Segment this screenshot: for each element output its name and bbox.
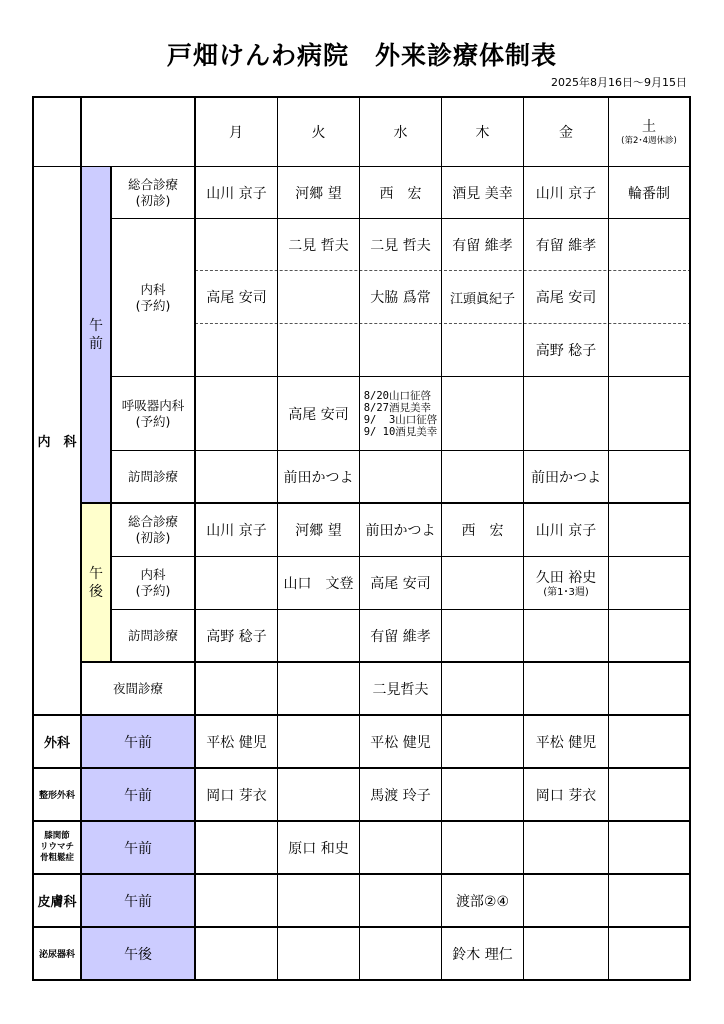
doctor-name: 高尾 安司	[288, 406, 349, 423]
schedule-cell	[442, 875, 523, 926]
grid-line	[32, 979, 691, 981]
doctor-name: 山川 京子	[206, 523, 267, 539]
schedule-cell	[196, 769, 277, 820]
dept-text: 総合診療 (初診)	[127, 514, 178, 545]
schedule-cell	[360, 271, 441, 323]
schedule-cell	[278, 219, 359, 270]
schedule-cell	[278, 167, 359, 218]
am-naika-label	[112, 219, 194, 376]
pm-homon-label	[112, 610, 194, 661]
grid-line	[32, 873, 691, 875]
dept-text: 総合診療 (初診)	[127, 176, 178, 208]
schedule-cell	[524, 219, 608, 270]
header-thu	[442, 97, 523, 166]
doctor-name: 酒見 美幸	[452, 185, 513, 202]
doctor-name: 河郷 望	[295, 185, 342, 202]
schedule-cell	[360, 377, 441, 450]
week-note: (第1･3週)	[543, 587, 589, 598]
doctor-name: 有留 維孝	[370, 628, 431, 645]
schedule-cell	[278, 557, 359, 609]
schedule-cell	[196, 610, 277, 661]
geka-time: 午前	[124, 734, 152, 751]
dept-text: 内科 (予約)	[135, 567, 171, 598]
geka-text: 外科	[43, 736, 70, 751]
dept-text: 訪問診療	[127, 627, 178, 643]
header-tue	[278, 97, 359, 166]
day-label: 火	[311, 124, 326, 141]
schedule-cell	[360, 557, 441, 609]
schedule-cell	[524, 557, 608, 609]
dept-text: 夜間診療	[112, 680, 163, 696]
naika-label	[34, 167, 80, 714]
schedule-cell	[360, 504, 441, 556]
doctor-name: 西 宏	[461, 523, 504, 539]
am-homon-label	[112, 451, 194, 502]
dept-text: 内科 (予約)	[135, 281, 171, 313]
doctor-name: 平松 健児	[206, 734, 267, 751]
header-fri	[524, 97, 608, 166]
doctor-name: 有留 維孝	[535, 237, 597, 254]
schedule-cell	[524, 324, 608, 376]
schedule-cell	[360, 716, 441, 767]
doctor-name: 岡口 芽衣	[206, 787, 267, 804]
schedule-cell	[524, 716, 608, 767]
doctor-name: 岡口 芽衣	[535, 787, 597, 804]
schedule-cell	[278, 451, 359, 502]
sat-note: (第2･4週休診)	[621, 136, 677, 146]
grid-line	[689, 96, 691, 981]
doctor-name: 二見 哲夫	[370, 237, 431, 254]
kansetsu-label	[34, 822, 80, 873]
schedule-cell	[360, 663, 441, 714]
geka-time-cell	[81, 715, 195, 768]
doctor-name: 平松 健児	[370, 734, 431, 751]
am-sogo-label	[112, 167, 194, 218]
grid-line	[80, 96, 82, 981]
doctor-name: 大脇 爲常	[370, 290, 431, 306]
day-label: 水	[393, 124, 408, 141]
schedule-cell	[524, 271, 608, 323]
naika-am-band	[81, 167, 111, 503]
doctor-name: 前田かつよ	[531, 469, 601, 486]
schedule-cell	[196, 504, 277, 556]
schedule-cell	[196, 716, 277, 767]
hifu-time: 午前	[124, 893, 152, 910]
doctor-name: 二見哲夫	[372, 681, 429, 698]
schedule-cell	[524, 504, 608, 556]
doctor-name: 馬渡 玲子	[370, 787, 431, 804]
seikei-text: 整形外科	[38, 791, 75, 801]
doctor-name: 山川 京子	[535, 523, 597, 539]
schedule-cell	[196, 271, 277, 323]
schedule-cell	[442, 928, 523, 979]
doctor-name: 二見 哲夫	[288, 237, 349, 254]
schedule-cell	[524, 167, 608, 218]
pm-naika-label	[112, 557, 194, 609]
day-label: 金	[559, 124, 573, 141]
doctor-name: 高尾 安司	[535, 290, 597, 306]
doctor-name: 前田かつよ	[365, 523, 436, 539]
hinyoki-label	[34, 928, 80, 979]
kansetsu-time-cell	[81, 821, 195, 874]
day-label: 木	[475, 124, 490, 141]
dept-text: 訪問診療	[127, 468, 178, 484]
schedule-cell	[442, 167, 523, 218]
rotation-note: 8/20山口征啓 8/27酒見美幸 9/ 3山口征啓 9/ 10酒見美幸	[363, 389, 438, 438]
schedule-cell	[360, 769, 441, 820]
doctor-name: 前田かつよ	[283, 469, 354, 486]
doctor-name: 渡部②④	[455, 893, 510, 910]
period-text: 2025年8月16日～9月15日	[551, 76, 687, 89]
yakan-label	[82, 663, 194, 714]
doctor-name: 高野 稔子	[206, 628, 267, 645]
schedule-cell	[442, 271, 523, 323]
schedule-cell	[278, 822, 359, 873]
hinyoki-time: 午後	[124, 946, 152, 963]
naika-text: 内 科	[37, 435, 77, 450]
schedule-cell	[360, 167, 441, 218]
grid-line	[32, 820, 691, 822]
hifu-label	[34, 875, 80, 926]
seikei-time-cell	[81, 768, 195, 821]
doctor-name: 鈴木 理仁	[452, 946, 513, 963]
doctor-name: 久田 裕史	[535, 570, 597, 586]
header-wed	[360, 97, 441, 166]
header-sat	[609, 97, 689, 166]
doctor-name: 高野 稔子	[535, 343, 597, 359]
doctor-name: 西 宏	[379, 185, 422, 202]
doctor-name: 山口 文登	[283, 576, 354, 592]
grid-dashed-line	[195, 323, 691, 324]
pm-label: 午 後	[89, 565, 103, 600]
doctor-name: 山川 京子	[535, 185, 597, 202]
doctor-name: 河郷 望	[295, 523, 342, 539]
doctor-name: 平松 健児	[535, 734, 597, 751]
day-label: 月	[229, 124, 243, 141]
hifu-text: 皮膚科	[37, 895, 77, 910]
doctor-name: 山川 京子	[206, 185, 267, 202]
dept-text: 呼吸器内科 (予約)	[121, 397, 185, 429]
doctor-name: 有留 維孝	[452, 237, 513, 254]
kansetsu-text: 膝関節 リウマチ 骨粗鬆症	[39, 831, 74, 863]
doctor-name: 高尾 安司	[370, 576, 431, 592]
doctor-name: 高尾 安司	[206, 290, 267, 306]
kansetsu-time: 午前	[124, 840, 152, 857]
schedule-cell	[196, 167, 277, 218]
header-mon	[195, 97, 277, 166]
schedule-cell	[360, 219, 441, 270]
grid-line	[32, 926, 691, 928]
naika-pm-band	[81, 503, 111, 662]
day-label: 土	[642, 119, 656, 135]
page-title: 戸畑けんわ病院 外来診療体制表	[166, 41, 557, 70]
seikei-time: 午前	[124, 787, 152, 804]
grid-line	[608, 96, 609, 981]
geka-label	[34, 716, 80, 767]
schedule-cell	[360, 610, 441, 661]
schedule-cell	[524, 451, 608, 502]
schedule-cell	[442, 504, 523, 556]
doctor-name: 江頭眞紀子	[449, 291, 515, 307]
schedule-cell	[278, 504, 359, 556]
schedule-cell	[524, 769, 608, 820]
schedule-cell	[609, 167, 689, 218]
hinyoki-time-cell	[81, 927, 195, 980]
seikei-label	[34, 769, 80, 820]
am-kokyuki-label	[112, 377, 194, 450]
schedule-cell	[278, 377, 359, 450]
hinyoki-text: 泌尿器科	[38, 950, 75, 960]
doctor-name: 輪番制	[628, 185, 670, 202]
doctor-name: 原口 和史	[288, 840, 349, 857]
hifu-time-cell	[81, 874, 195, 927]
schedule-cell	[442, 219, 523, 270]
pm-sogo-label	[112, 504, 194, 556]
am-label: 午 前	[89, 318, 103, 352]
